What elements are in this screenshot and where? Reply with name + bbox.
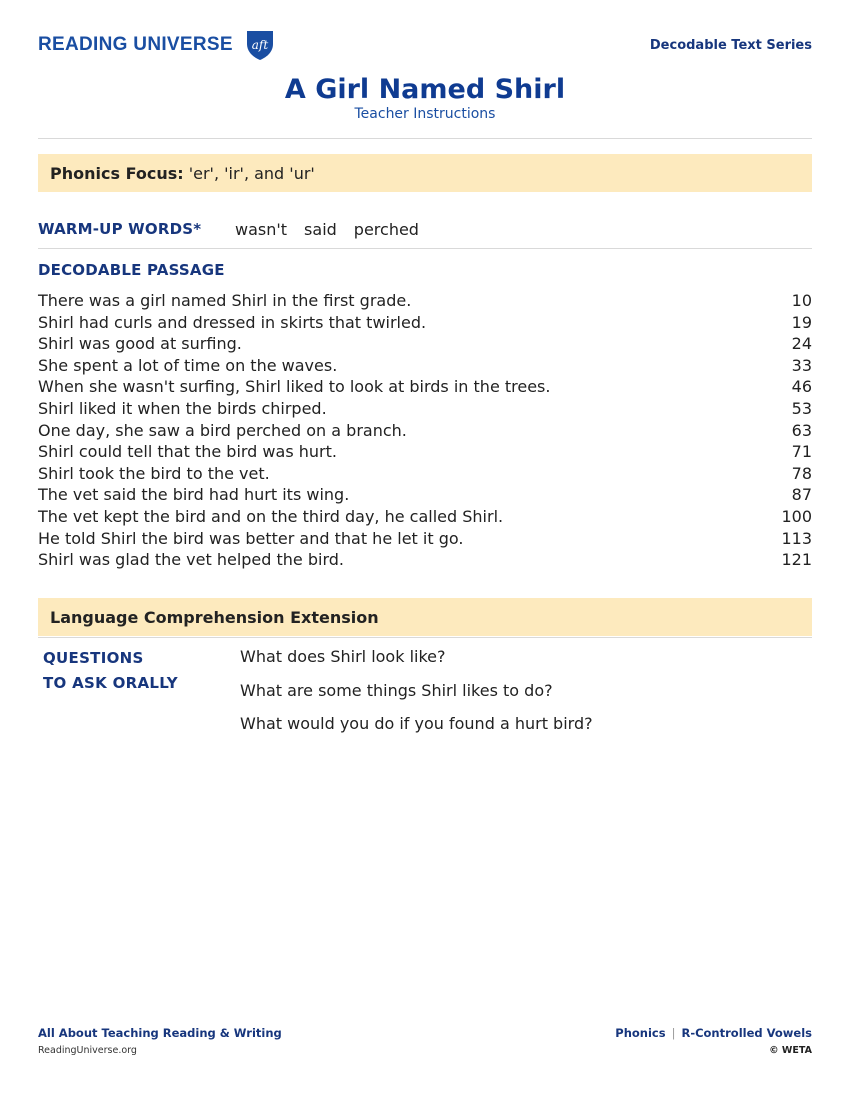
question-list (240, 646, 593, 747)
page-title: A Girl Named Shirl (284, 74, 566, 105)
line-text: The vet said the bird had hurt its wing. (38, 485, 350, 505)
word-count: 53 (791, 398, 812, 418)
line-text: Shirl had curls and dressed in skirts that twirled. (38, 312, 427, 332)
line-text: One day, she saw a bird perched on a branch. (38, 420, 407, 440)
line-text: The vet kept the bird and on the third day, he called Shirl. (38, 506, 504, 526)
phonics-focus-label: Phonics Focus: (50, 163, 184, 183)
line-text: Shirl could tell that the bird was hurt. (38, 442, 337, 462)
footer-copyright: © WETA (769, 1045, 812, 1056)
aft-shield-icon (243, 28, 277, 62)
footer-subtopic: R-Controlled Vowels (681, 1026, 812, 1040)
word-count: 24 (791, 334, 812, 354)
passage-line (38, 549, 812, 571)
logo-text: READING UNIVERSE (38, 34, 233, 55)
word-count: 63 (791, 420, 812, 440)
word-count: 87 (791, 485, 812, 505)
passage-line (38, 420, 812, 442)
passage-line (38, 376, 812, 398)
footer-separator: | (671, 1026, 676, 1040)
warmup-word: perched (353, 220, 419, 239)
badge-text: aft (251, 38, 269, 52)
word-count: 46 (791, 377, 812, 397)
line-text: When she wasn't surfing, Shirl liked to look at birds in the trees. (38, 377, 551, 397)
extension-divider (38, 637, 812, 638)
phonics-focus-value: 'er', 'ir', and 'ur' (183, 163, 315, 183)
phonics-focus-bar (38, 154, 812, 192)
word-count: 78 (791, 463, 812, 483)
line-text: Shirl liked it when the birds chirped. (38, 398, 327, 418)
warmup-words (235, 220, 419, 239)
passage-line (38, 355, 812, 377)
extension-title: Language Comprehension Extension (50, 607, 379, 627)
word-count: 33 (791, 355, 812, 375)
warmup-divider (38, 248, 812, 249)
passage-line (38, 463, 812, 485)
word-count: 19 (791, 312, 812, 332)
passage-line (38, 398, 812, 420)
footer-url: ReadingUniverse.org (38, 1045, 137, 1056)
word-count: 10 (791, 291, 812, 310)
questions-label-line: TO ASK ORALLY (43, 674, 178, 692)
questions-label (43, 646, 178, 696)
word-count: 71 (791, 442, 812, 462)
warmup-word: said (304, 220, 337, 239)
word-count: 113 (781, 528, 812, 548)
line-text: Shirl took the bird to the vet. (38, 463, 270, 483)
warmup-label: WARM-UP WORDS* (38, 220, 202, 238)
word-count: 121 (781, 550, 812, 570)
passage-label: DECODABLE PASSAGE (38, 261, 225, 279)
passage-line (38, 333, 812, 355)
word-count: 100 (781, 506, 812, 526)
line-text: She spent a lot of time on the waves. (38, 355, 338, 375)
series-label: Decodable Text Series (649, 38, 812, 53)
passage-line (38, 528, 812, 550)
extension-bar (38, 598, 812, 636)
question-item: What would you do if you found a hurt bird? (240, 714, 593, 733)
footer-topic (615, 1026, 812, 1040)
passage-line (38, 290, 812, 312)
question-item: What are some things Shirl likes to do? (240, 680, 553, 700)
line-text: He told Shirl the bird was better and that he let it go. (38, 528, 464, 548)
page-subtitle: Teacher Instructions (354, 106, 496, 122)
questions-label-line: QUESTIONS (43, 649, 144, 667)
reading-universe-logo (38, 28, 277, 62)
warmup-word: wasn't (235, 220, 288, 239)
passage-line (38, 484, 812, 506)
question-item: What does Shirl look like? (240, 647, 446, 666)
footer-title: All About Teaching Reading & Writing (38, 1026, 282, 1040)
line-text: Shirl was glad the vet helped the bird. (38, 550, 344, 570)
header-divider (38, 138, 812, 139)
line-text: Shirl was good at surfing. (38, 334, 242, 354)
passage-line (38, 506, 812, 528)
passage-line (38, 441, 812, 463)
footer-topic-phonics: Phonics (615, 1026, 666, 1040)
line-text: There was a girl named Shirl in the first grade. (38, 291, 412, 310)
passage-line (38, 312, 812, 334)
decodable-passage (38, 290, 812, 571)
